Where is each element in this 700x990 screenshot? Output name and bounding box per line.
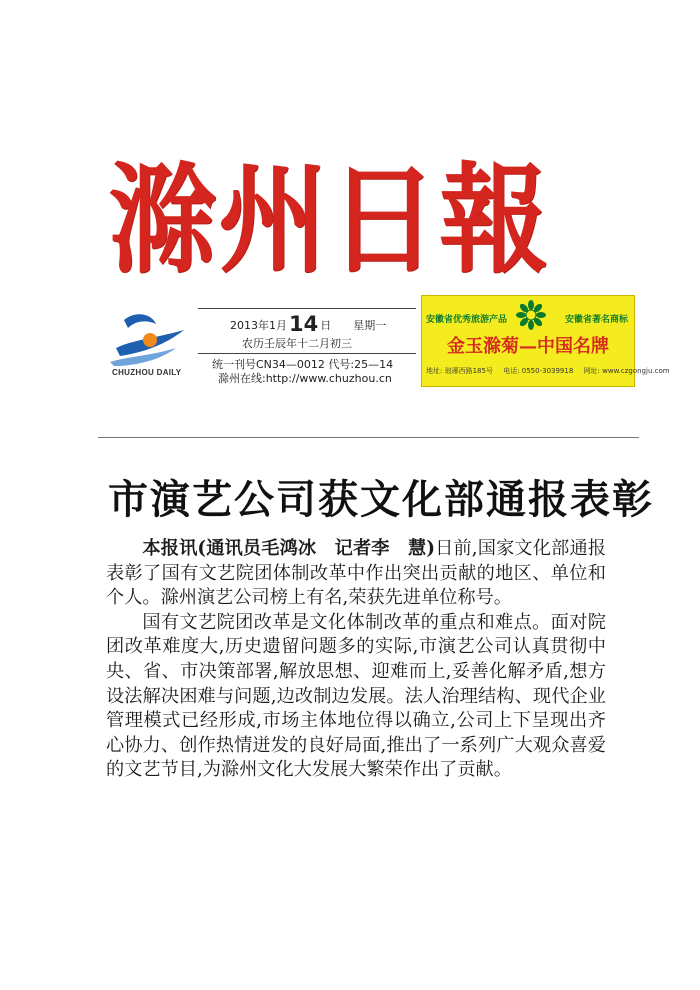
article-paragraph: 国有文艺院团改革是文化体制改革的重点和难点。面对院团改革难度大,历史遗留问题多的实际,市演艺公司认真贯彻中央、省、市决策部署,解放思想、迎难而上,妥善化解矛盾,想方设法解决困难与问题,边改制边发展。法人治理结构、现代企业管理模式已经形成,市场主体地位得以确立,公司上下呈现出齐心协力、创作热情迸发的良好局面,推出了一系列广大观众喜爱的文艺节目,为滁州文化大发展大繁荣作出了贡献。 [106, 611, 606, 781]
ad-contact [426, 366, 678, 376]
online-url: 滁州在线:http://www.chuzhou.cn [218, 372, 392, 385]
chrysanthemum-icon [516, 300, 546, 330]
article-lead: 本报讯(通讯员毛鸿冰 记者李 慧) [142, 538, 435, 559]
article-headline: 市演艺公司获文化部通报表彰 [108, 477, 654, 523]
newspaper-masthead: 滁州日報 [108, 150, 550, 289]
date-prefix: 2013年1月 [230, 319, 287, 332]
ad-slogan: 金玉滁菊—中国名牌 [447, 336, 609, 357]
ad-website: 网址: www.czgongju.com [583, 367, 670, 375]
date-block [198, 308, 416, 386]
date-suffix: 日 [320, 319, 332, 332]
article-paragraph [106, 537, 606, 611]
lunar-date: 农历壬辰年十二月初三 [242, 337, 352, 350]
date-day: 14 [289, 312, 319, 336]
ad-top-left: 安徽省优秀旅游产品 [426, 315, 508, 325]
article-body [106, 537, 606, 783]
section-divider [98, 437, 639, 438]
publication-date [230, 312, 386, 336]
advertisement-banner [421, 295, 670, 387]
ad-top-right: 安徽省著名商标 [564, 315, 628, 325]
logo-caption: CHUZHOU DAILY [112, 368, 182, 377]
paragraph-1-text: 日前,国家文化部通报表彰了国有文艺院团体制改革中作出突出贡献的地区、单位和个人。滁州演艺公司榜上有名,荣获先进单位称号。 [106, 538, 606, 609]
ad-phone: 电话: 0550-3039918 [503, 367, 574, 375]
issn-line: 统一刊号CN34—0012 代号:25—14 [212, 358, 394, 371]
weekday: 星期一 [353, 319, 387, 332]
ad-address: 地址: 琅琊西路185号 [426, 367, 493, 375]
